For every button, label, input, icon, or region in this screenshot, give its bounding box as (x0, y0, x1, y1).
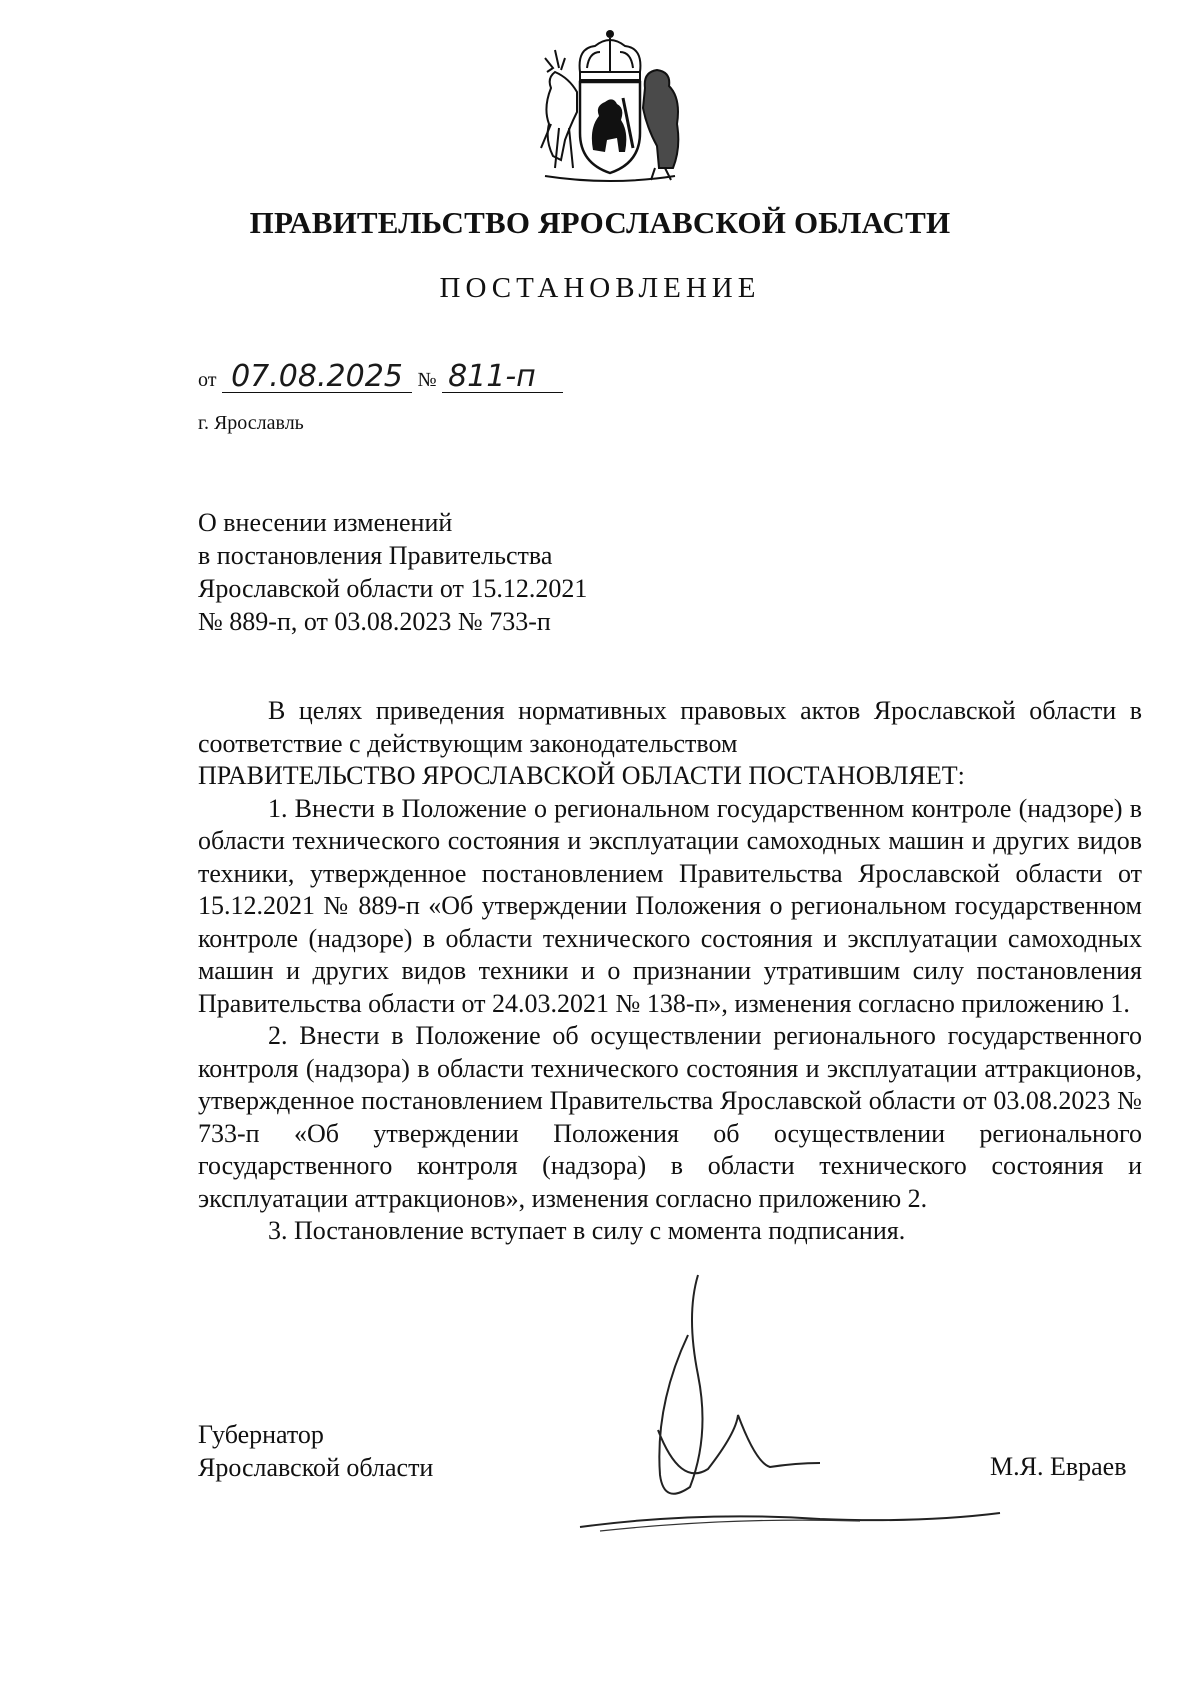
number-prefix: № (417, 369, 437, 391)
organization-title: ПРАВИТЕЛЬСТВО ЯРОСЛАВСКОЙ ОБЛАСТИ (249, 205, 951, 240)
handwritten-signature (560, 1255, 1020, 1545)
item-paragraph-3: 3. Постановление вступает в силу с момента подписания. (268, 1216, 906, 1245)
subject-line: в постановления Правительства (198, 541, 553, 570)
coat-of-arms-emblem (525, 28, 695, 188)
date-prefix: от (198, 369, 217, 391)
document-date-number (198, 359, 563, 402)
signatory-position (198, 1418, 433, 1484)
subject-line: № 889-п, от 03.08.2023 № 733-п (198, 607, 551, 636)
subject-line: О внесении изменений (198, 508, 453, 537)
city-line: г. Ярославль (198, 412, 304, 434)
signatory-name: М.Я. Евраев (990, 1452, 1127, 1481)
item-paragraph-1: 1. Внести в Положение о региональном государственном контроле (надзоре) в области технического состояния и эксплуатации самоходных машин и других видов техники, утвержденное постановлением Правительства Ярославской области от 15.12.2021 № 889-п «Об утверждении Положения о региональном государственном контроле (надзоре) в области технического состояния и эксплуатации самоходных машин и других видов техники и о признании утратившим силу постановления Правительства области от 24.03.2021 № 138-п», изменения согласно приложению 1. (198, 793, 1142, 1018)
document-subject (198, 506, 718, 638)
position-line: Губернатор (198, 1420, 324, 1449)
preamble-paragraph: В целях приведения нормативных правовых актов Ярославской области в соответствие с действующим законодательством (198, 696, 1142, 758)
handwritten-number: 811-п (442, 362, 563, 393)
position-line: Ярославской области (198, 1453, 434, 1482)
resolution-heading: ПРАВИТЕЛЬСТВО ЯРОСЛАВСКОЙ ОБЛАСТИ ПОСТАНОВЛЯЕТ: (198, 761, 965, 790)
subject-line: Ярославской области от 15.12.2021 (198, 574, 588, 603)
document-body (198, 695, 1142, 1248)
handwritten-date: 07.08.2025 (222, 362, 412, 393)
document-type-title: ПОСТАНОВЛЕНИЕ (439, 272, 761, 304)
item-paragraph-2: 2. Внести в Положение об осуществлении регионального государственного контроля (надзора) в области технического состояния и эксплуатации аттракционов, утвержденное постановлением Правительства Ярославской области от 03.08.2023 № 733-п «Об утверждении Положения об осуществлении регионального государственного контроля (надзора) в области технического состояния и эксплуатации аттракционов», изменения согласно приложению 2. (198, 1021, 1142, 1213)
